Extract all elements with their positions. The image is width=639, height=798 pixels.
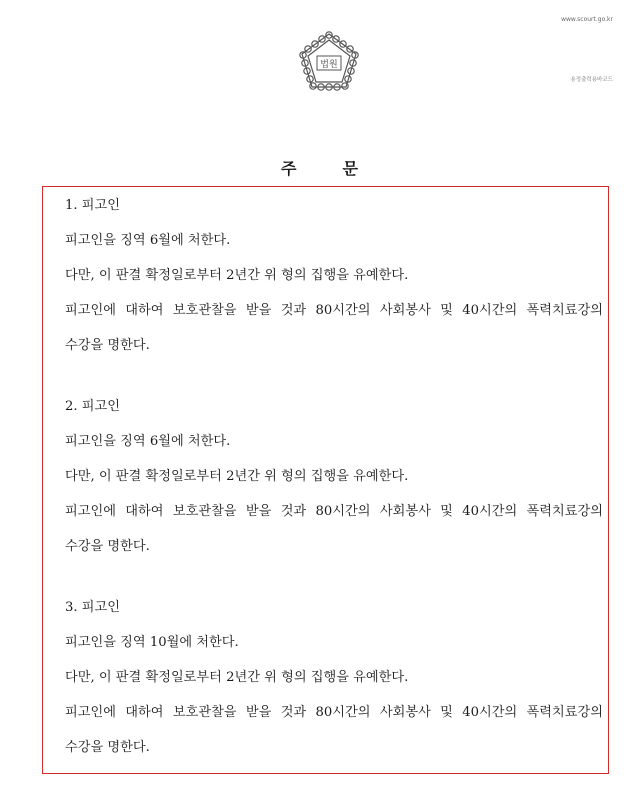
title-left: 주 xyxy=(281,159,297,178)
highlight-box xyxy=(42,186,609,774)
order-text-line2: 수강을 명한다. xyxy=(65,539,150,554)
order-text-line1: 피고인에 대하여 보호관찰을 받을 것과 80시간의 사회봉사 및 40시간의 폭력치료강의 xyxy=(65,504,603,519)
order-text-line1: 피고인에 대하여 보호관찰을 받을 것과 80시간의 사회봉사 및 40시간의 폭력치료강의 xyxy=(65,705,603,720)
section-heading: 3. 피고인 xyxy=(65,600,120,615)
suspension-text: 다만, 이 판결 확정일로부터 2년간 위 형의 집행을 유예한다. xyxy=(65,670,409,685)
court-emblem xyxy=(298,30,360,92)
sentence-text: 피고인을 징역 6월에 처한다. xyxy=(65,434,231,449)
site-url: www.scourt.go.kr xyxy=(561,16,613,23)
court-emblem-icon xyxy=(298,30,360,92)
barcode-label: 용정출력용바코드 xyxy=(570,77,613,83)
order-text-line2: 수강을 명한다. xyxy=(65,338,150,353)
page-title xyxy=(0,156,639,179)
emblem-text: 법원 xyxy=(320,60,338,70)
order-text-line1: 피고인에 대하여 보호관찰을 받을 것과 80시간의 사회봉사 및 40시간의 폭력치료강의 xyxy=(65,303,603,318)
order-text-line2: 수강을 명한다. xyxy=(65,740,150,755)
suspension-text: 다만, 이 판결 확정일로부터 2년간 위 형의 집행을 유예한다. xyxy=(65,469,409,484)
sentence-text: 피고인을 징역 10월에 처한다. xyxy=(65,635,239,650)
section-heading: 2. 피고인 xyxy=(65,399,120,414)
suspension-text: 다만, 이 판결 확정일로부터 2년간 위 형의 집행을 유예한다. xyxy=(65,268,409,283)
sentence-text: 피고인을 징역 6월에 처한다. xyxy=(65,233,231,248)
title-right: 문 xyxy=(342,159,358,178)
section-heading: 1. 피고인 xyxy=(65,198,120,213)
